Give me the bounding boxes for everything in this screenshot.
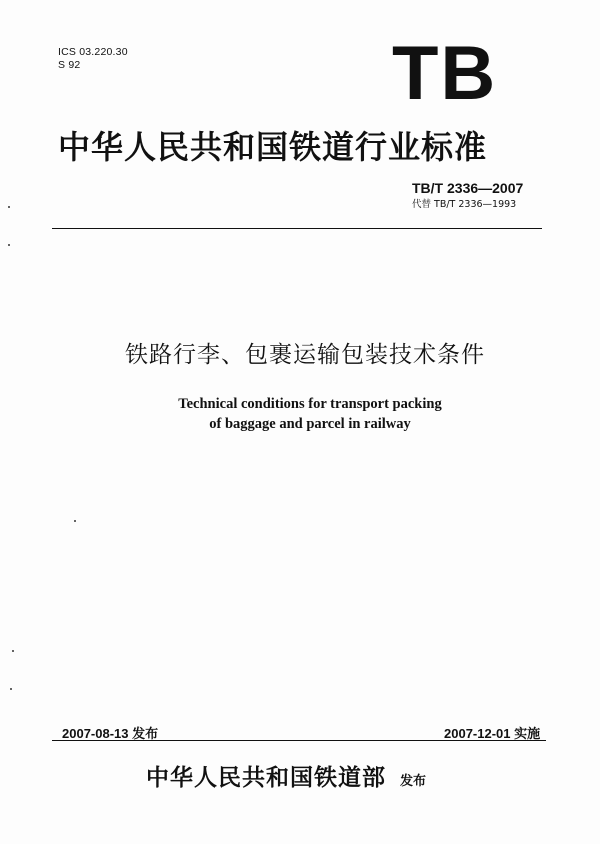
scan-speck <box>12 650 14 652</box>
standard-type-title: 中华人民共和国铁道行业标准 <box>58 128 488 166</box>
document-title-en-line-2: of baggage and parcel in railway <box>209 416 411 432</box>
ics-code: ICS 03.220.30 <box>58 46 128 58</box>
standard-category-code: S 92 <box>58 59 81 71</box>
standard-number: TB/T 2336—2007 <box>412 180 524 196</box>
publisher-verb: 发布 <box>400 774 427 789</box>
header-divider <box>52 228 542 229</box>
publisher-line <box>146 763 426 793</box>
scan-speck <box>10 688 12 690</box>
scan-speck <box>74 520 76 522</box>
scan-speck <box>8 244 10 246</box>
replaces-standard: 代替 TB/T 2336—1993 <box>412 199 517 210</box>
document-title-en <box>0 394 600 434</box>
publisher-name: 中华人民共和国铁道部 <box>146 765 386 791</box>
scan-speck <box>8 206 10 208</box>
document-title-en-line-1: Technical conditions for transport packing <box>178 396 442 412</box>
footer-divider <box>52 740 546 741</box>
issue-date: 2007-08-13 发布 <box>62 726 159 741</box>
implementation-date: 2007-12-01 实施 <box>444 726 541 741</box>
tb-logo: TB <box>392 31 498 116</box>
document-title-cn: 铁路行李、包裹运输包装技术条件 <box>125 342 485 368</box>
ics-classification <box>58 46 128 72</box>
